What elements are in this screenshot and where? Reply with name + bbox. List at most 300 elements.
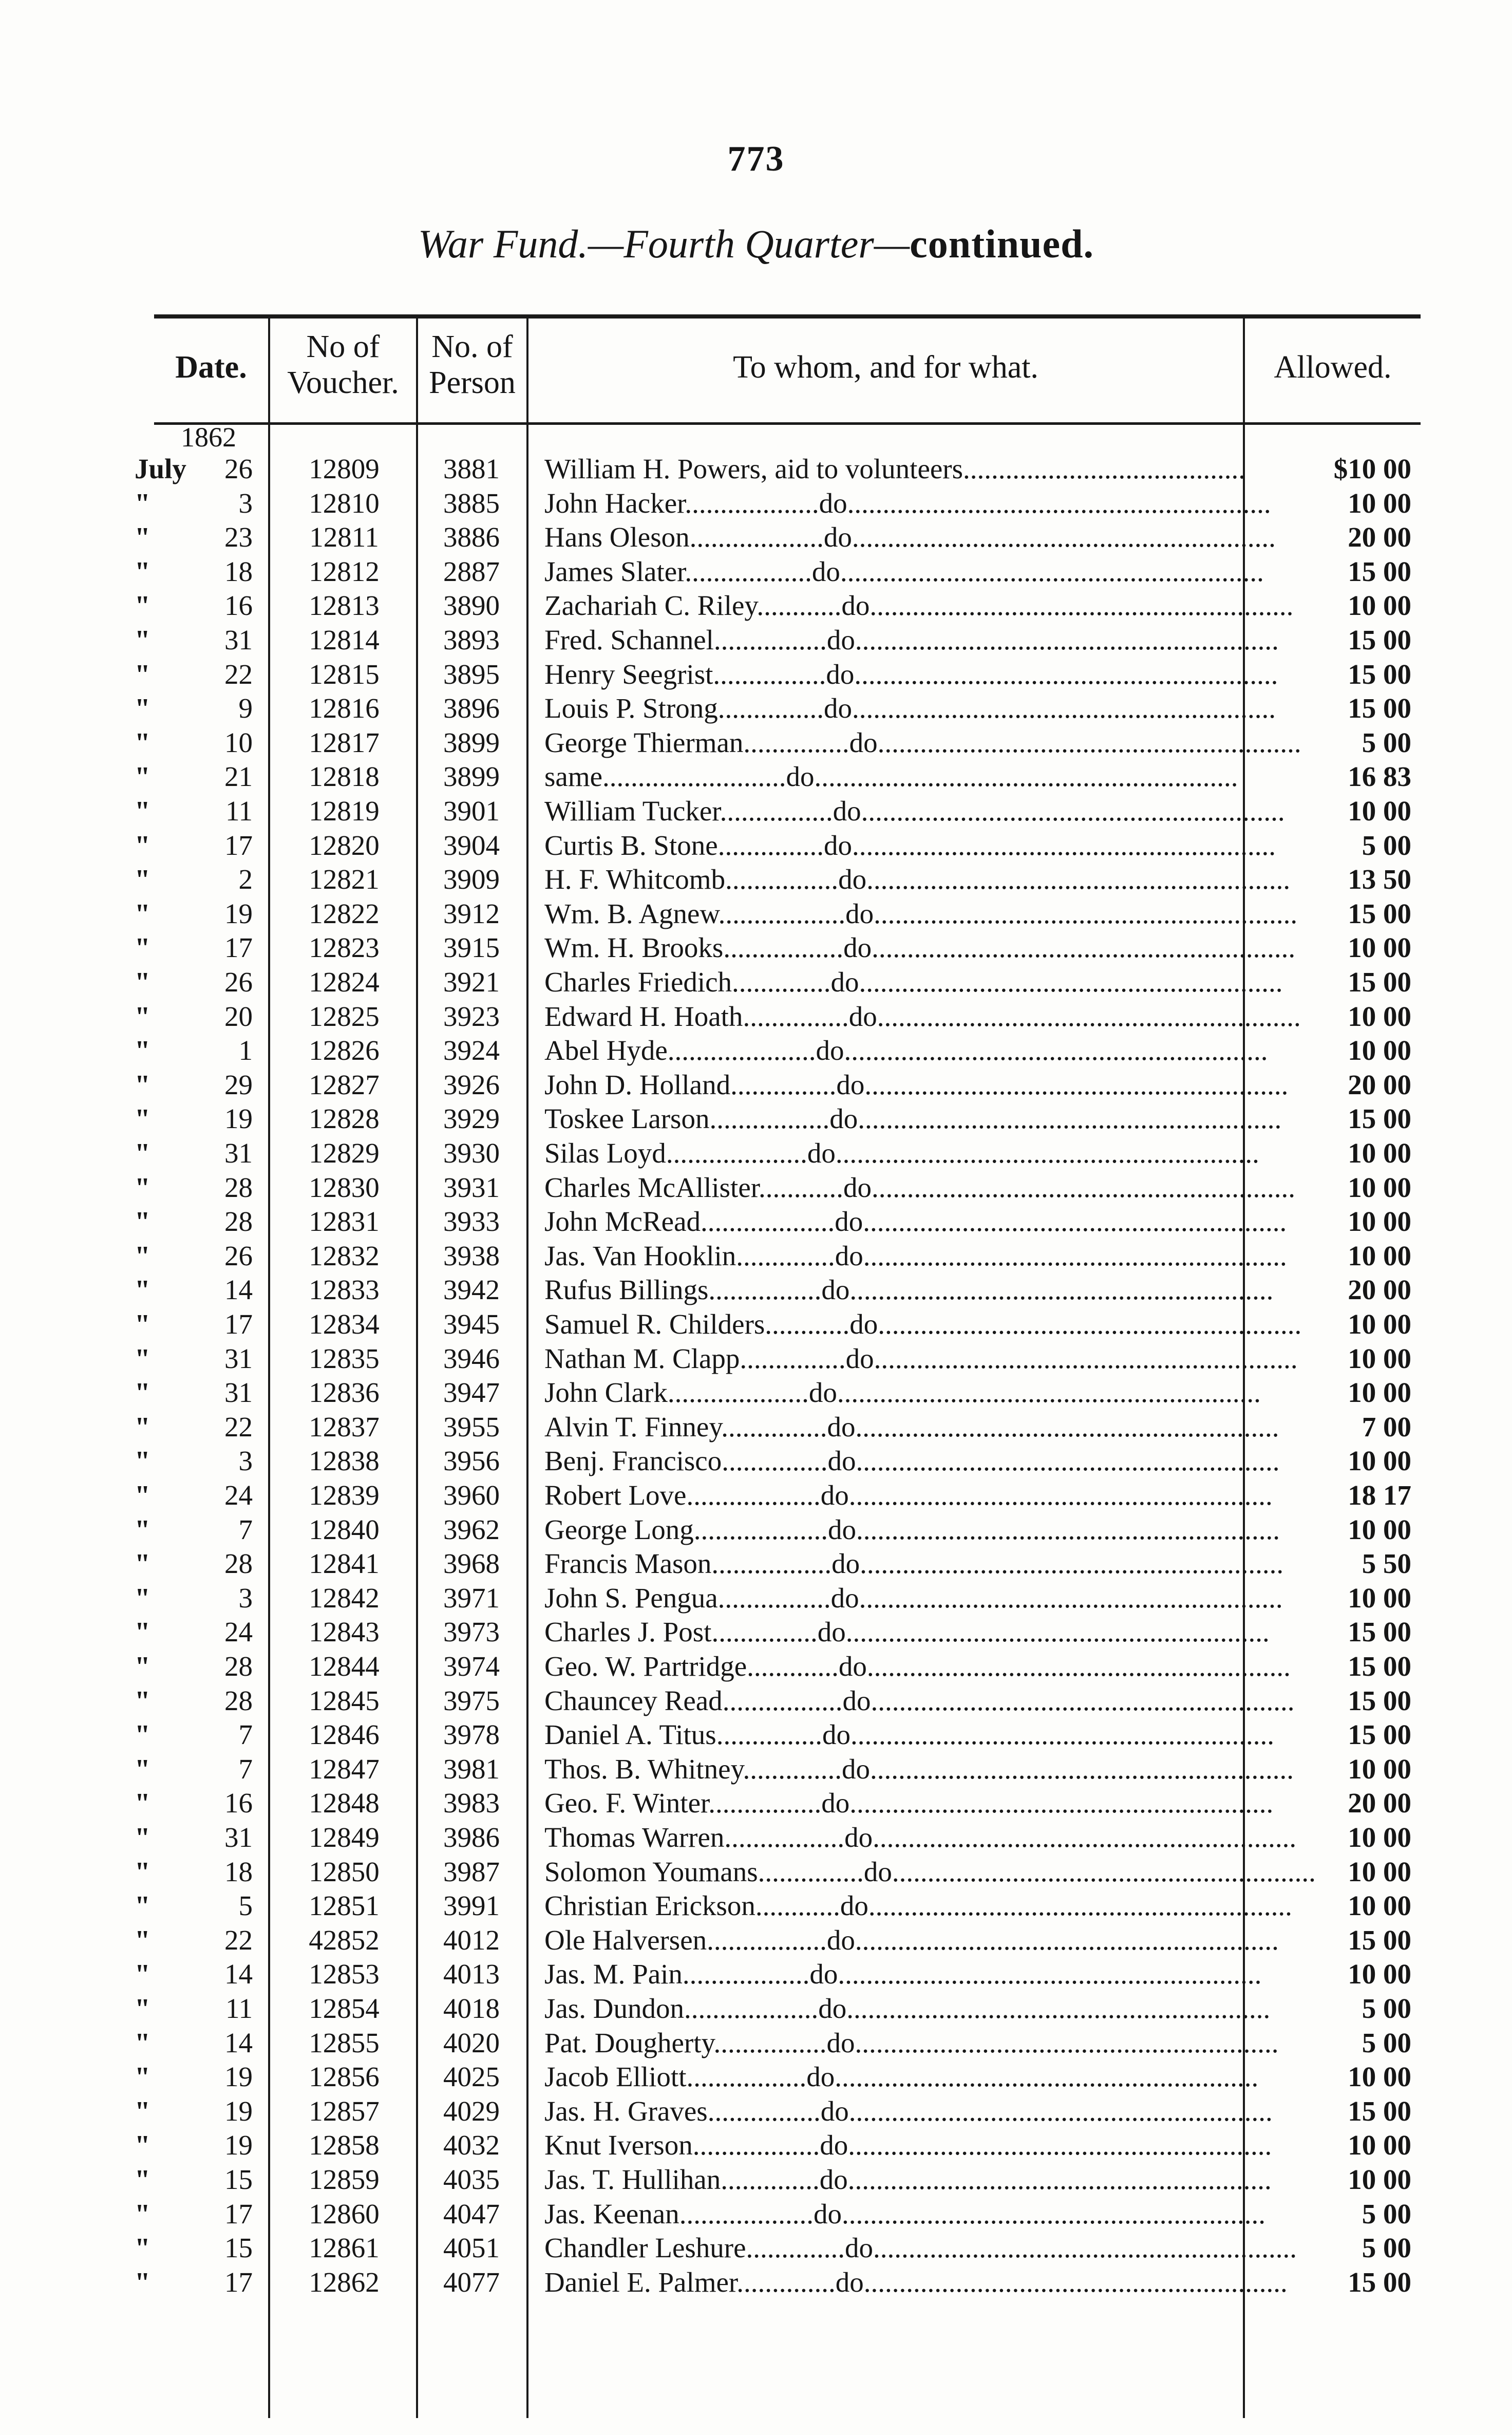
leader-dots: ................ <box>720 795 833 827</box>
leader-dots: ................. <box>686 2061 807 2093</box>
row-description <box>544 931 1296 965</box>
leader-dots: ............................................................ <box>846 1993 1271 2024</box>
row-day: 22 <box>224 658 253 690</box>
row-person: 3881 <box>443 453 500 484</box>
table-row <box>0 1068 1512 1102</box>
row-description <box>544 1342 1298 1376</box>
row-description <box>544 2265 1288 2299</box>
table-top-rule <box>154 314 1421 319</box>
row-allowed: 15 00 <box>1348 897 1411 929</box>
row-description <box>544 2060 1259 2094</box>
row-description <box>544 2094 1273 2128</box>
row-allowed: 15 00 <box>1348 1684 1411 1716</box>
row-description <box>544 1821 1297 1855</box>
leader-dots: ............................................................ <box>855 624 1279 655</box>
header-person-line-2: Person <box>429 365 516 400</box>
row-person: 3971 <box>443 1582 500 1614</box>
row-ditto: do <box>822 1719 850 1751</box>
row-month: " <box>135 726 150 758</box>
row-person: 3912 <box>443 897 500 929</box>
row-person: 3938 <box>443 1240 500 1271</box>
row-month: " <box>135 932 150 964</box>
heading-dash-2: — <box>874 221 910 266</box>
row-ditto: do <box>826 658 855 690</box>
row-month: " <box>135 1000 150 1032</box>
leader-dots: ............................................................ <box>856 1445 1280 1477</box>
heading-part-2: Fund. <box>493 221 588 266</box>
row-day: 14 <box>224 1274 253 1306</box>
row-person: 3901 <box>443 795 500 827</box>
row-day: 3 <box>238 487 253 519</box>
row-day: 15 <box>224 2164 253 2195</box>
leader-dots: ................ <box>708 1787 822 1819</box>
leader-dots: ................ <box>717 1582 831 1614</box>
table-row <box>0 2128 1512 2162</box>
row-ditto: do <box>807 1137 836 1169</box>
row-ditto: do <box>826 624 855 655</box>
row-allowed: 15 00 <box>1348 624 1411 655</box>
leader-dots: ............................................................ <box>854 658 1278 690</box>
leader-dots: ............................................................ <box>863 1206 1287 1238</box>
leader-dots: ................... <box>686 1479 821 1511</box>
row-allowed: 10 00 <box>1348 1513 1411 1545</box>
row-ditto: do <box>813 2198 842 2230</box>
row-description <box>544 2163 1272 2197</box>
row-person: 3924 <box>443 1035 500 1066</box>
row-day: 14 <box>224 2027 253 2058</box>
leader-dots: ............................................................ <box>852 692 1276 724</box>
row-allowed: 10 00 <box>1348 1000 1411 1032</box>
leader-dots: ............... <box>758 1856 864 1887</box>
row-ditto: do <box>838 1651 867 1682</box>
row-description <box>544 1205 1287 1239</box>
leader-dots: ............................................................ <box>837 1377 1261 1409</box>
row-person: 3923 <box>443 1000 500 1032</box>
row-description <box>544 2128 1272 2162</box>
leader-dots: ................ <box>713 624 827 655</box>
row-person: 3893 <box>443 624 500 655</box>
row-person: 3986 <box>443 1822 500 1853</box>
row-person: 3933 <box>443 1206 500 1238</box>
leader-dots: .................... <box>667 1377 809 1409</box>
row-month: " <box>135 2266 150 2298</box>
row-person: 3890 <box>443 590 500 622</box>
table-row <box>0 760 1512 794</box>
row-description <box>544 1444 1280 1478</box>
row-allowed: 5 50 <box>1362 1548 1411 1580</box>
row-description <box>544 1410 1279 1444</box>
row-month: " <box>135 2198 150 2230</box>
row-voucher: 12810 <box>309 487 380 519</box>
leader-dots: ................. <box>723 932 844 964</box>
table-row <box>0 1855 1512 1889</box>
row-voucher: 12823 <box>309 932 380 964</box>
table-row <box>0 658 1512 691</box>
row-person: 3960 <box>443 1479 500 1511</box>
row-voucher: 12855 <box>309 2027 380 2058</box>
row-day: 31 <box>224 1822 253 1853</box>
row-person: 4020 <box>443 2027 500 2058</box>
row-day: 17 <box>224 2266 253 2298</box>
leader-dots: ............................................................ <box>861 795 1285 827</box>
row-name: Benj. Francisco <box>544 1445 722 1477</box>
row-person: 3956 <box>443 1445 500 1477</box>
row-allowed: 13 50 <box>1348 864 1411 895</box>
row-allowed: 5 00 <box>1362 2232 1411 2264</box>
row-ditto: do <box>816 1035 844 1066</box>
row-ditto: do <box>817 1616 846 1648</box>
row-name: Daniel A. Titus <box>544 1719 716 1751</box>
row-month: " <box>135 487 150 519</box>
table-row <box>0 1102 1512 1136</box>
row-description <box>544 1068 1289 1102</box>
row-name: Fred. Schannel <box>544 624 714 655</box>
row-description <box>544 1136 1259 1170</box>
table-row <box>0 2265 1512 2299</box>
row-month: " <box>135 1069 150 1100</box>
row-person: 3929 <box>443 1103 500 1135</box>
row-allowed: 16 83 <box>1348 761 1411 793</box>
row-day: 3 <box>238 1445 253 1477</box>
row-day: 3 <box>238 1582 253 1614</box>
leader-dots: ............. <box>747 1651 839 1682</box>
row-person: 3947 <box>443 1377 500 1409</box>
row-ditto: do <box>819 2164 848 2195</box>
leader-dots: ............................................................ <box>859 966 1283 998</box>
row-description <box>544 897 1298 931</box>
row-day: 28 <box>224 1548 253 1580</box>
row-description <box>544 1171 1296 1205</box>
row-ditto: do <box>786 761 815 793</box>
leader-dots: ............................................................ <box>864 1069 1289 1100</box>
row-month: " <box>135 1719 150 1751</box>
row-allowed: 15 00 <box>1348 1651 1411 1682</box>
row-name: Nathan M. Clapp <box>544 1342 740 1374</box>
row-ditto: do <box>827 1411 856 1443</box>
table-row <box>0 1478 1512 1512</box>
leader-dots: ............................................................ <box>860 1548 1284 1580</box>
row-ditto: do <box>842 1753 871 1785</box>
row-name: Jas. M. Pain <box>544 1958 683 1990</box>
row-day: 28 <box>224 1651 253 1682</box>
row-month: " <box>135 2095 150 2127</box>
row-month: July <box>135 453 186 484</box>
row-month: " <box>135 555 150 587</box>
row-ditto: do <box>818 1993 847 2024</box>
leader-dots: ............................................................ <box>855 2027 1279 2058</box>
row-person: 2887 <box>443 555 500 587</box>
row-allowed: 5 00 <box>1362 1993 1411 2024</box>
row-person: 3955 <box>443 1411 500 1443</box>
row-voucher: 12859 <box>309 2164 380 2195</box>
row-description <box>544 1718 1274 1752</box>
row-voucher: 12817 <box>309 726 380 758</box>
leader-dots: ............................................................ <box>852 829 1276 861</box>
row-description <box>544 965 1283 999</box>
row-person: 3942 <box>443 1274 500 1306</box>
row-allowed: 10 00 <box>1348 590 1411 622</box>
row-ditto: do <box>823 692 852 724</box>
row-voucher: 12846 <box>309 1719 380 1751</box>
row-allowed: 10 00 <box>1348 1206 1411 1238</box>
leader-dots: .............. <box>743 1753 842 1785</box>
row-description <box>544 1307 1302 1341</box>
header-to-whom: To whom, and for what. <box>733 350 1038 385</box>
table-row <box>0 1205 1512 1239</box>
row-description <box>544 2197 1265 2231</box>
row-name: Henry Seegrist <box>544 658 713 690</box>
row-day: 19 <box>224 2061 253 2093</box>
row-voucher: 12822 <box>309 897 380 929</box>
row-month: " <box>135 692 150 724</box>
row-ditto: do <box>842 1684 871 1716</box>
row-voucher: 12827 <box>309 1069 380 1100</box>
row-day: 18 <box>224 555 253 587</box>
row-description <box>544 760 1238 794</box>
leader-dots: ............................................................ <box>847 2164 1272 2195</box>
row-name: Hans Oleson <box>544 521 690 553</box>
row-name: Ole Halversen <box>544 1924 707 1956</box>
row-day: 2 <box>238 864 253 895</box>
row-allowed: 10 00 <box>1348 932 1411 964</box>
leader-dots: ................... <box>700 1206 835 1238</box>
row-day: 26 <box>224 453 253 484</box>
leader-dots: ............................................................ <box>892 1856 1316 1887</box>
leader-dots: ................ <box>725 864 839 895</box>
row-description <box>544 1889 1292 1923</box>
row-day: 7 <box>238 1513 253 1545</box>
row-day: 29 <box>224 1069 253 1100</box>
row-allowed: 10 00 <box>1348 1822 1411 1853</box>
table-row <box>0 1136 1512 1170</box>
row-description <box>544 1786 1274 1820</box>
table-row <box>0 1444 1512 1478</box>
row-ditto: do <box>821 1787 850 1819</box>
row-voucher: 12858 <box>309 2129 380 2161</box>
row-person: 3975 <box>443 1684 500 1716</box>
row-voucher: 12842 <box>309 1582 380 1614</box>
row-allowed: 15 00 <box>1348 658 1411 690</box>
header-allowed: Allowed. <box>1274 350 1392 385</box>
year-label: 1862 <box>181 422 236 453</box>
row-day: 22 <box>224 1924 253 1956</box>
row-month: " <box>135 2164 150 2195</box>
table-row <box>0 931 1512 965</box>
row-voucher: 12824 <box>309 966 380 998</box>
row-name: William H. Powers, aid to volunteers <box>544 453 963 484</box>
leader-dots: ................. <box>711 1548 832 1580</box>
header-voucher-line-1: No of <box>306 329 380 364</box>
row-description <box>544 691 1276 725</box>
table-row <box>0 1239 1512 1273</box>
row-allowed: 10 00 <box>1348 2129 1411 2161</box>
row-description <box>544 486 1271 520</box>
row-month: " <box>135 897 150 929</box>
row-ditto: do <box>827 1445 856 1477</box>
row-voucher: 12851 <box>309 1890 380 1922</box>
row-person: 3945 <box>443 1308 500 1340</box>
leader-dots: ............................................................ <box>838 1958 1262 1990</box>
row-ditto: do <box>820 2095 849 2127</box>
row-person: 4025 <box>443 2061 500 2093</box>
row-voucher: 12854 <box>309 1993 380 2024</box>
row-name: Jas. Van Hooklin <box>544 1240 736 1271</box>
row-month: " <box>135 2027 150 2058</box>
leader-dots: ............................................................ <box>855 1411 1279 1443</box>
row-person: 4013 <box>443 1958 500 1990</box>
row-allowed: 10 00 <box>1348 1342 1411 1374</box>
table-row <box>0 1615 1512 1649</box>
row-person: 3886 <box>443 521 500 553</box>
row-name: Toskee Larson <box>544 1103 710 1135</box>
row-allowed: 5 00 <box>1362 2198 1411 2230</box>
heading-part-5: continued. <box>910 221 1094 266</box>
leader-dots: ............................................................ <box>835 2061 1259 2093</box>
leader-dots: ............... <box>743 726 849 758</box>
table-row <box>0 555 1512 589</box>
header-person-line-1: No. of <box>431 329 513 364</box>
leader-dots: ................. <box>707 1924 827 1956</box>
row-ditto: do <box>820 2129 848 2161</box>
leader-dots: ............................................................ <box>814 761 1238 793</box>
table-row <box>0 1821 1512 1855</box>
table-row <box>0 897 1512 931</box>
row-day: 17 <box>224 829 253 861</box>
row-voucher: 12831 <box>309 1206 380 1238</box>
row-ditto: do <box>826 1924 855 1956</box>
row-voucher: 12815 <box>309 658 380 690</box>
leader-dots: ............................................................ <box>849 1787 1274 1819</box>
row-voucher: 12829 <box>309 1137 380 1169</box>
row-day: 20 <box>224 1000 253 1032</box>
row-name: Francis Mason <box>544 1548 712 1580</box>
row-voucher: 12861 <box>309 2232 380 2264</box>
row-allowed: 15 00 <box>1348 1719 1411 1751</box>
row-voucher: 12833 <box>309 1274 380 1306</box>
row-ditto: do <box>823 829 852 861</box>
row-person: 3909 <box>443 864 500 895</box>
row-allowed: 15 00 <box>1348 555 1411 587</box>
leader-dots: .............. <box>736 1240 835 1271</box>
leader-dots: ............... <box>717 692 824 724</box>
row-description <box>544 1513 1280 1547</box>
row-name: Jas. Dundon <box>544 1993 684 2024</box>
leader-dots: ................... <box>685 487 819 519</box>
leader-dots: ................ <box>708 1274 822 1306</box>
row-person: 3981 <box>443 1753 500 1785</box>
row-day: 11 <box>225 795 253 827</box>
row-description <box>544 863 1291 896</box>
leader-dots: ................ <box>707 2095 821 2127</box>
row-voucher: 12853 <box>309 1958 380 1990</box>
table-row <box>0 1650 1512 1683</box>
table-row <box>0 1992 1512 2026</box>
row-person: 3978 <box>443 1719 500 1751</box>
row-person: 3896 <box>443 692 500 724</box>
row-ditto: do <box>811 555 840 587</box>
leader-dots: ................... <box>679 2198 814 2230</box>
row-name: John McRead <box>544 1206 701 1238</box>
leader-dots: ............................................................ <box>873 1822 1297 1853</box>
row-allowed: 10 00 <box>1348 1308 1411 1340</box>
table-row <box>0 520 1512 554</box>
row-person: 4051 <box>443 2232 500 2264</box>
row-month: " <box>135 1651 150 1682</box>
row-day: 7 <box>238 1719 253 1751</box>
row-ditto: do <box>849 726 878 758</box>
row-person: 4047 <box>443 2198 500 2230</box>
row-month: " <box>135 1513 150 1545</box>
row-voucher: 12825 <box>309 1000 380 1032</box>
row-ditto: do <box>845 897 874 929</box>
row-allowed: 5 00 <box>1362 829 1411 861</box>
row-ditto: do <box>848 1000 877 1032</box>
heading-part-4: Quarter <box>745 221 874 266</box>
row-allowed: 10 00 <box>1348 1240 1411 1271</box>
row-allowed: 10 00 <box>1348 2061 1411 2093</box>
row-name: Samuel R. Childers <box>544 1308 765 1340</box>
row-day: 9 <box>238 692 253 724</box>
row-description <box>544 2026 1279 2060</box>
row-voucher: 12843 <box>309 1616 380 1648</box>
row-allowed: 15 00 <box>1348 1103 1411 1135</box>
row-ditto: do <box>838 864 867 895</box>
row-voucher: 12844 <box>309 1651 380 1682</box>
row-description <box>544 1581 1283 1615</box>
heading-part-1: War <box>418 221 484 266</box>
row-allowed: 10 00 <box>1348 1958 1411 1990</box>
leader-dots: ............................................................ <box>878 1308 1302 1340</box>
row-month: " <box>135 1103 150 1135</box>
row-description <box>544 1650 1291 1683</box>
leader-dots: ............................................................ <box>858 1103 1282 1135</box>
row-person: 4029 <box>443 2095 500 2127</box>
leader-dots: ............................................................ <box>850 1719 1274 1751</box>
leader-dots: ............................................................ <box>873 2232 1297 2264</box>
table-row <box>0 1684 1512 1718</box>
row-name: Knut Iverson <box>544 2129 693 2161</box>
leader-dots: ............................................................ <box>848 1479 1273 1511</box>
table-row <box>0 1307 1512 1341</box>
table-row <box>0 1342 1512 1376</box>
table-row <box>0 1889 1512 1923</box>
row-day: 22 <box>224 1411 253 1443</box>
row-person: 3987 <box>443 1856 500 1887</box>
leader-dots: .................. <box>718 897 846 929</box>
row-ditto: do <box>808 1377 837 1409</box>
row-voucher: 12837 <box>309 1411 380 1443</box>
header-voucher-line-2: Voucher. <box>287 365 399 400</box>
leader-dots: ................... <box>693 1513 828 1545</box>
row-month: " <box>135 1171 150 1203</box>
row-name: Wm. H. Brooks <box>544 932 724 964</box>
table-row <box>0 1547 1512 1581</box>
row-voucher: 12832 <box>309 1240 380 1271</box>
leader-dots: ............................................................ <box>840 555 1264 587</box>
row-description <box>544 1547 1284 1581</box>
row-month: " <box>135 1616 150 1648</box>
row-ditto: do <box>845 2232 873 2264</box>
leader-dots: .......................... <box>602 761 786 793</box>
row-description <box>544 1273 1274 1307</box>
row-person: 3885 <box>443 487 500 519</box>
row-month: " <box>135 1684 150 1716</box>
row-name: Silas Loyd <box>544 1137 666 1169</box>
row-month: " <box>135 1753 150 1785</box>
row-month: " <box>135 1924 150 1956</box>
leader-dots: ........................................ <box>963 453 1246 484</box>
row-person: 4035 <box>443 2164 500 2195</box>
